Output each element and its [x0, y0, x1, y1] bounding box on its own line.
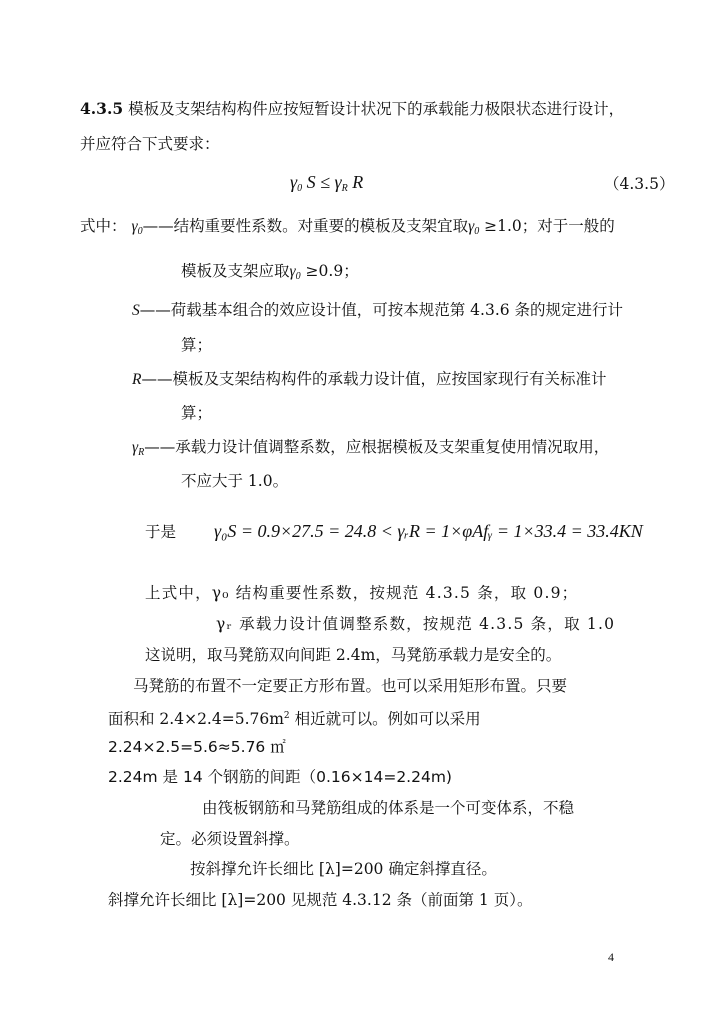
def-gamma0-line2-b: ≥0.9； — [300, 262, 359, 280]
clause-heading — [80, 99, 624, 119]
def-gamma0-sub3: 0 — [295, 271, 301, 282]
note-line6: 2.24×2.5=5.6≈5.76 ㎡ — [108, 738, 286, 756]
def-s-symbol: S — [132, 302, 140, 319]
formula-gamma: γ — [290, 172, 298, 192]
def-gamma0-line2-a: 模板及支架应取 — [181, 262, 290, 280]
clause-text-line1: 模板及支架结构构件应按短暂设计状况下的承载能力极限状态进行设计， — [123, 100, 625, 118]
formula-subR: R — [341, 183, 348, 194]
note-line3: 这说明，取马凳筋双向间距 2.4m，马凳筋承载力是安全的。 — [145, 646, 562, 664]
formula-sub0: 0 — [297, 183, 303, 194]
note-line8: 由筏板钢筋和马凳筋组成的体系是一个可变体系，不稳 — [202, 799, 575, 817]
def-gamma0-text-b: ≥1.0；对于一般的 — [479, 217, 615, 235]
def-gamma0-symbol: γ — [131, 218, 138, 235]
note-line10: 按斜撑允许长细比 [λ]=200 确定斜撑直径。 — [190, 860, 497, 878]
formula-number: （4.3.5） — [604, 175, 675, 193]
def-gr-line1 — [132, 437, 609, 463]
note-line9: 定。必须设置斜撑。 — [160, 830, 300, 848]
def-gamma0-symbol2: γ — [468, 218, 475, 235]
calc-equation: γ₀S = 0.9×27.5 = 24.8 < γᵣR = 1×φAfᵧ = 1×33.4 = 33.4KN — [214, 521, 643, 541]
def-r-line1 — [132, 369, 606, 390]
def-gr-sub: R — [138, 447, 145, 458]
def-r-line2: 算； — [181, 404, 213, 422]
formula-r: R — [347, 172, 364, 192]
note-line1: 上式中，γ₀ 结构重要性系数，按规范 4.3.5 条，取 0.9； — [145, 584, 579, 602]
def-r-text: ——模板及支架结构构件的承载力设计值，应按国家现行有关标准计 — [141, 370, 607, 388]
def-s-text: ——荷载基本组合的效应设计值，可按本规范第 4.3.6 条的规定进行计 — [139, 301, 624, 319]
formula-s: S ≤ γ — [302, 172, 342, 192]
def-r-symbol: R — [132, 371, 142, 388]
def-gr-line2: 不应大于 1.0。 — [181, 472, 289, 490]
note-line5-b: 相近就可以。例如可以采用 — [289, 710, 481, 728]
def-gamma0-line1 — [80, 216, 615, 242]
formula — [290, 172, 363, 199]
def-gamma0-sub: 0 — [137, 226, 143, 237]
page-number: 4 — [608, 950, 614, 964]
def-intro: 式中： — [80, 217, 127, 235]
note-line5-a: 面积和 2.4×2.4=5.76m — [108, 710, 284, 728]
def-s-line2: 算； — [181, 336, 213, 354]
note-line2: γᵣ 承载力设计值调整系数，按规范 4.3.5 条，取 1.0 — [216, 615, 616, 633]
note-line4: 马凳筋的布置不一定要正方形布置。也可以采用矩形布置。只要 — [133, 677, 568, 695]
note-line5 — [108, 706, 481, 729]
def-gr-symbol: γ — [132, 439, 139, 456]
note-line7: 2.24m 是 14 个钢筋的间距（0.16×14=2.24m) — [108, 768, 452, 786]
def-gamma0-text-a: ——结构重要性系数。对重要的模板及支架宜取 — [142, 217, 469, 235]
note-line11: 斜撑允许长细比 [λ]=200 见规范 4.3.12 条（前面第 1 页）。 — [108, 891, 533, 909]
def-gamma0-sub2: 0 — [474, 226, 480, 237]
clause-number: 4.3.5 — [80, 99, 124, 118]
def-s-line1 — [132, 300, 623, 321]
def-gr-text: ——承载力设计值调整系数，应根据模板及支架重复使用情况取用， — [144, 438, 610, 456]
clause-text-line2: 并应符合下式要求： — [80, 135, 220, 153]
calc-label: 于是 — [145, 523, 177, 541]
note-line5-sup: 2 — [283, 711, 290, 721]
def-gamma0-line2 — [181, 261, 359, 287]
def-gamma0-symbol3: γ — [289, 263, 296, 280]
